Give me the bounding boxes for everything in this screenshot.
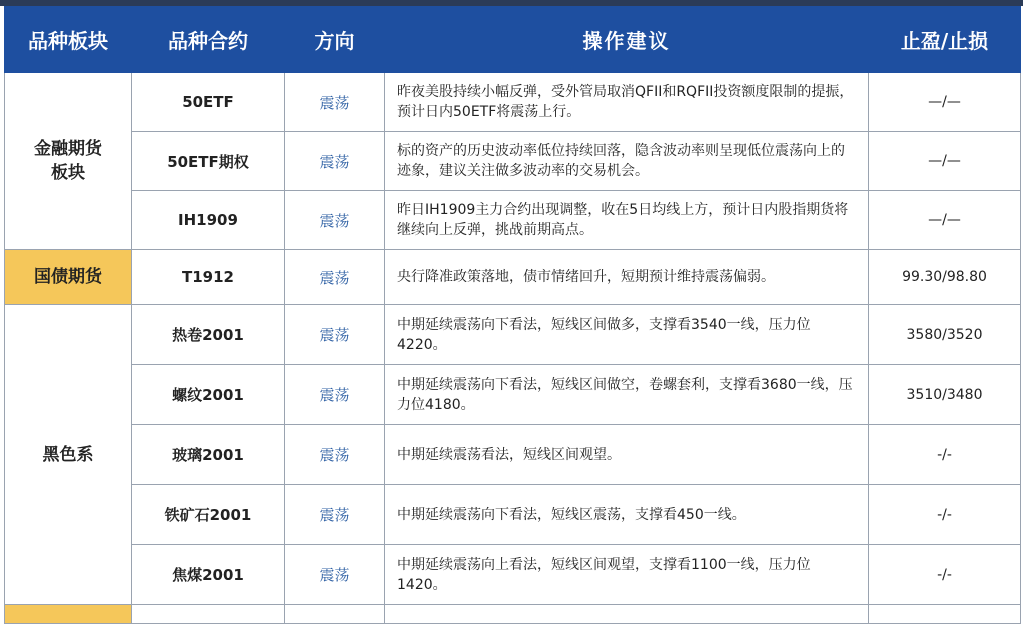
- contract-cell: 玻璃2001: [132, 425, 285, 485]
- direction-cell: 震荡: [285, 132, 385, 191]
- advice-cell: 中期延续震荡看法，短线区间观望。: [385, 425, 869, 485]
- contract-cell: 焦煤2001: [132, 545, 285, 605]
- table-row: [5, 545, 1021, 605]
- table-row: [5, 305, 1021, 365]
- table-row: [5, 425, 1021, 485]
- contract-cell: 热卷2001: [132, 305, 285, 365]
- advice-cell: 中期延续震荡向下看法，短线区震荡，支撑看450一线。: [385, 485, 869, 545]
- header-contract: 品种合约: [132, 7, 285, 73]
- advice-cell: 中期延续震荡向下看法，短线区间做空，卷螺套利，支撑看3680一线，压力位4180。: [385, 365, 869, 425]
- direction-cell: 震荡: [285, 250, 385, 305]
- direction-cell: 震荡: [285, 365, 385, 425]
- direction-cell: 震荡: [285, 425, 385, 485]
- contract-cell: 螺纹2001: [132, 365, 285, 425]
- direction-cell: 震荡: [285, 305, 385, 365]
- sector-cell-ferrous: 黑色系: [5, 305, 132, 605]
- stop-cell: —/—: [869, 132, 1021, 191]
- direction-cell: 震荡: [285, 73, 385, 132]
- strategy-table: [4, 6, 1021, 624]
- table-row: [5, 73, 1021, 132]
- contract-cell: 50ETF期权: [132, 132, 285, 191]
- contract-cell: 50ETF: [132, 73, 285, 132]
- header-direction: 方向: [285, 7, 385, 73]
- direction-cell: 震荡: [285, 485, 385, 545]
- advice-cell: 昨日IH1909主力合约出现调整，收在5日均线上方，预计日内股指期货将继续向上反弹，挑战前期高点。: [385, 191, 869, 250]
- stop-cell: 99.30/98.80: [869, 250, 1021, 305]
- contract-cell: 铁矿石2001: [132, 485, 285, 545]
- advice-cell: 中期延续震荡向下看法，短线区间做多，支撑看3540一线，压力位4220。: [385, 305, 869, 365]
- header-row: [5, 7, 1021, 73]
- stop-cell: -/-: [869, 425, 1021, 485]
- advice-cell: 昨夜美股持续小幅反弹，受外管局取消QFII和RQFII投资额度限制的提振，预计日内50ETF将震荡上行。: [385, 73, 869, 132]
- table-row-cutoff: [5, 605, 1021, 624]
- direction-cell-cutoff: [285, 605, 385, 624]
- advice-cell: 标的资产的历史波动率低位持续回落，隐含波动率则呈现低位震荡向上的迹象，建议关注做多波动率的交易机会。: [385, 132, 869, 191]
- stop-cell: 3580/3520: [869, 305, 1021, 365]
- stop-cell: -/-: [869, 545, 1021, 605]
- advice-cell: 中期延续震荡向上看法，短线区间观望，支撑看1100一线，压力位1420。: [385, 545, 869, 605]
- stop-cell-cutoff: [869, 605, 1021, 624]
- table-row: [5, 132, 1021, 191]
- direction-cell: 震荡: [285, 191, 385, 250]
- sector-cell-financial: [5, 73, 132, 250]
- advice-cell: 央行降准政策落地，债市情绪回升，短期预计维持震荡偏弱。: [385, 250, 869, 305]
- table-row: [5, 250, 1021, 305]
- advice-cell-cutoff: [385, 605, 869, 624]
- stop-cell: —/—: [869, 191, 1021, 250]
- contract-cell-cutoff: [132, 605, 285, 624]
- table-row: [5, 365, 1021, 425]
- sector-cell-cutoff: [5, 605, 132, 624]
- header-sector: 品种板块: [5, 7, 132, 73]
- contract-cell: IH1909: [132, 191, 285, 250]
- contract-cell: T1912: [132, 250, 285, 305]
- header-stop: 止盈/止损: [869, 7, 1021, 73]
- sector-label: 金融期货 板块: [34, 139, 102, 183]
- table-row: [5, 485, 1021, 545]
- stop-cell: —/—: [869, 73, 1021, 132]
- stop-cell: -/-: [869, 485, 1021, 545]
- direction-cell: 震荡: [285, 545, 385, 605]
- sector-cell-bond: 国债期货: [5, 250, 132, 305]
- header-advice: 操作建议: [385, 7, 869, 73]
- table-row: [5, 191, 1021, 250]
- stop-cell: 3510/3480: [869, 365, 1021, 425]
